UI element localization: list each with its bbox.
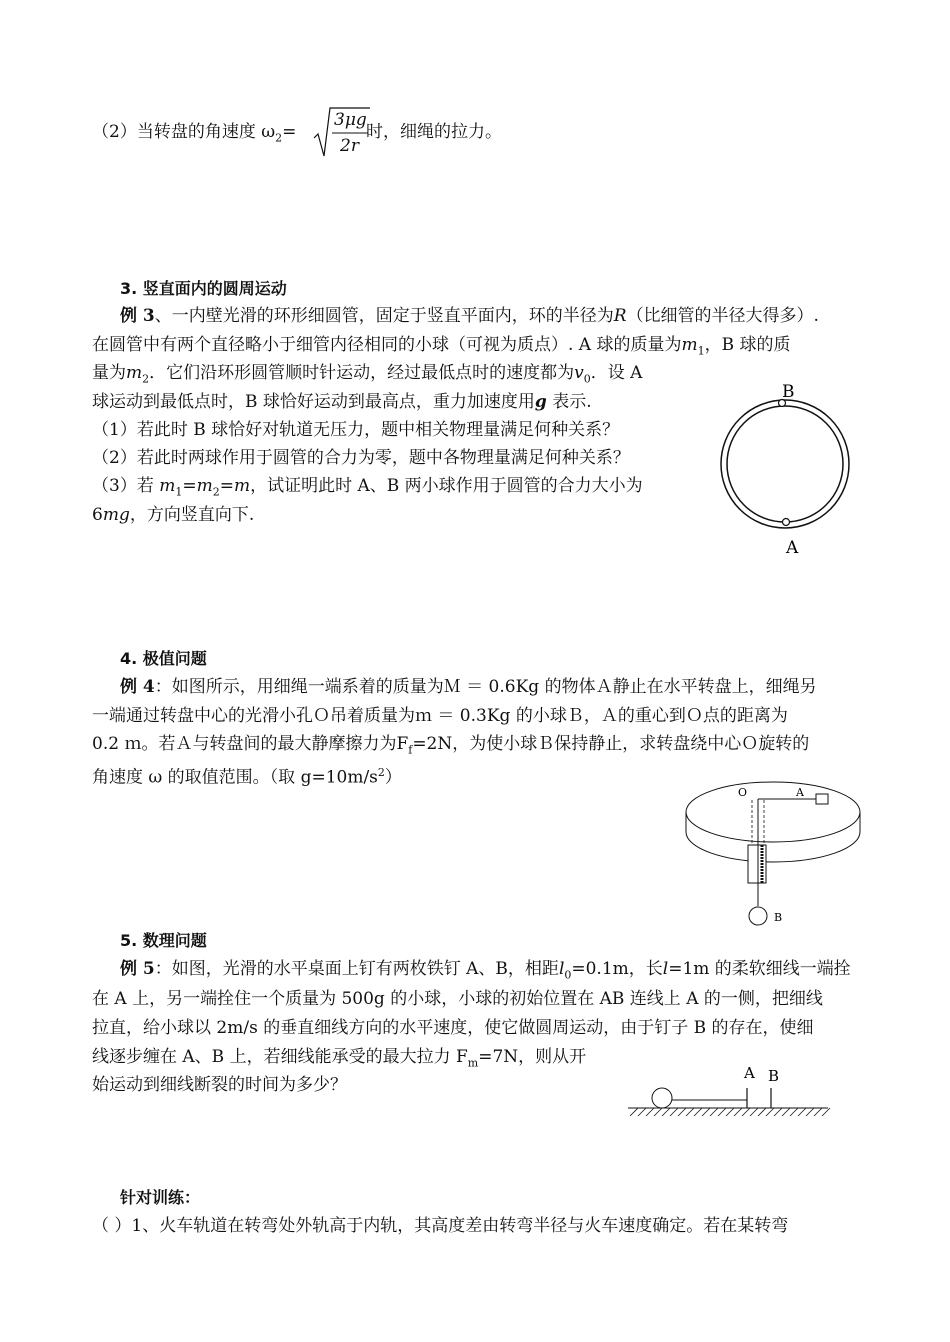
q2-suffix: 时，细绳的拉力。 — [366, 122, 502, 142]
s3-line1 — [120, 305, 819, 327]
s5-line4b: =7N，则从开 — [478, 1047, 587, 1067]
label-b: B — [768, 1067, 780, 1085]
section-4-heading: 4. 极值问题 — [120, 649, 207, 668]
var-q3-m1: m — [159, 476, 176, 496]
question-2-line — [92, 121, 296, 149]
var-g: g — [534, 392, 547, 412]
omega2-formula — [312, 104, 372, 160]
s3-line3 — [92, 362, 642, 390]
label-b: B — [782, 382, 795, 402]
s3-line2a: 在圆管中有两个直径略小于细管内径相同的小球（可视为质点）. A 球的质量为 — [92, 335, 682, 355]
s3-line1-text: 、一内壁光滑的环形细圆管，固定于竖直平面内，环的半径为 — [154, 306, 614, 326]
q3-eq1: = — [182, 476, 197, 496]
var-f-sub: f — [408, 743, 413, 757]
ball-icon — [652, 1088, 672, 1108]
outer-ring — [721, 400, 849, 528]
var-v0-sub: 0 — [583, 372, 591, 386]
s3-question-3-cont — [92, 504, 254, 526]
s5-line1a: ：如图，光滑的水平桌面上钉有两枚铁钉 A、B，相距 — [154, 959, 559, 979]
s3-q3c: 6 — [92, 505, 103, 525]
var-l0: l — [558, 959, 565, 979]
label-o: O — [738, 786, 748, 799]
disk-top — [686, 782, 860, 842]
example-3-label: 例 3 — [120, 306, 155, 326]
q2-eq: = — [282, 122, 297, 142]
var-m2: m — [126, 363, 143, 383]
s3-question-2: （2）若此时两球作用于圆管的合力为零，题中各物理量满足何种关系？ — [92, 448, 630, 468]
var-l0-sub: 0 — [564, 968, 572, 982]
var-m1: m — [681, 335, 698, 355]
training-heading: 针对训练： — [120, 1188, 201, 1207]
s5-line4 — [92, 1046, 586, 1074]
s3-line4b: 表示. — [546, 392, 592, 412]
s5-line1c: =1m 的柔软细线一端拴 — [668, 959, 851, 979]
q2-sub: 2 — [275, 131, 283, 145]
s5-line5: 始运动到细线断裂的时间为多少？ — [92, 1075, 347, 1095]
training-item-1: （ ）1、火车轨道在转弯处外轨高于内轨，其高度差由转弯半径与火车速度确定。若在某转弯 — [92, 1216, 789, 1236]
s4-line4b: ） — [384, 767, 402, 788]
var-m1-sub: 1 — [697, 344, 705, 358]
var-v0: v — [574, 363, 584, 383]
s3-line1b-text: （比细管的半径大得多）. — [626, 306, 819, 326]
ring-figure — [712, 376, 862, 561]
s4-line3b: =2N，为使小球Ｂ保持静止，求转盘绕中心Ｏ旋转的 — [412, 734, 810, 754]
inner-ring — [727, 406, 843, 522]
s3-line2 — [92, 334, 791, 362]
var-m2-sub: 2 — [142, 372, 150, 386]
s4-line3a: 0.2 ｍ。若Ａ与转盘间的最大静摩擦力为F — [92, 734, 409, 754]
section-5-heading: 5. 数理问题 — [120, 931, 207, 950]
formula-denominator: 2r — [340, 136, 359, 156]
s4-line1 — [120, 676, 817, 698]
var-q3-m: m — [233, 476, 251, 496]
s3-line3a: 量为 — [92, 363, 126, 383]
var-sup-2: 2 — [377, 766, 385, 779]
var-q3-m1-sub: 1 — [175, 485, 183, 499]
s3-line3b: ．它们沿环形圆管顺时针运动，经过最低点时的速度都为 — [149, 363, 575, 383]
s3-q3a: （3）若 — [92, 476, 160, 496]
s3-line2b: ，B 球的质 — [704, 335, 791, 355]
var-q3-m2-sub: 2 — [212, 485, 220, 499]
s3-question-3 — [92, 475, 643, 503]
s3-line3c: ．设 A — [590, 363, 643, 383]
var-q3-m2: m — [196, 476, 213, 496]
var-fm-sub: m — [467, 1056, 479, 1070]
label-a: A — [796, 786, 804, 799]
section-3-heading: 3. 竖直面内的圆周运动 — [120, 279, 287, 298]
s4-line1-text: ：如图所示，用细绳一端系着的质量为Ｍ ＝ 0.6Kg 的物体Ａ静止在水平转盘上，细绳另 — [154, 677, 817, 697]
ball-b-icon — [749, 907, 767, 925]
s4-line2: 一端通过转盘中心的光滑小孔Ｏ吊着质量为ｍ ＝ 0.3Kg 的小球Ｂ，Ａ的重心到Ｏ点的距离为 — [92, 706, 788, 726]
s4-line4 — [92, 762, 402, 789]
var-R: R — [613, 306, 627, 326]
nails-figure — [626, 1060, 832, 1122]
block-a — [816, 794, 828, 804]
s5-line1 — [120, 958, 851, 986]
s5-line2: 在 A 上，另一端拴住一个质量为 500g 的小球，小球的初始位置在 AB 连线上 A 的一侧，把细线 — [92, 989, 823, 1009]
label-a: A — [744, 1064, 755, 1082]
s3-line4a: 球运动到最低点时，B 球恰好运动到最高点，重力加速度用 — [92, 392, 535, 412]
s5-line3: 拉直，给小球以 2m/s 的垂直细线方向的水平速度，使它做圆周运动，由于钉子 B 的存在，使细 — [92, 1018, 814, 1038]
var-l: l — [662, 959, 669, 979]
s4-line3 — [92, 733, 809, 761]
example-4-label: 例 4 — [120, 677, 155, 697]
formula-numerator: 3μg — [334, 110, 367, 130]
ball-a-icon — [783, 519, 790, 526]
example-5-label: 例 5 — [120, 959, 155, 979]
s3-question-1: （1）若此时 B 球恰好对轨道无压力，题中相关物理量满足何种关系？ — [92, 420, 620, 440]
s5-line4a: 线逐步缠在 A、B 上，若细线能承受的最大拉力 F — [92, 1047, 468, 1067]
table-hatch — [630, 1108, 830, 1116]
turntable-figure — [684, 770, 864, 930]
s3-line4 — [92, 391, 592, 413]
s3-q3b: ，试证明此时 A、B 两小球作用于圆管的合力大小为 — [250, 476, 643, 496]
label-b: B — [774, 911, 783, 924]
q2-prefix: （2）当转盘的角速度 ω — [92, 122, 276, 142]
s5-line1b: =0.1m，长 — [571, 959, 663, 979]
s3-q3d: ，方向竖直向下. — [129, 505, 255, 525]
label-a: A — [786, 538, 799, 558]
s4-line4a: 角速度 ω 的取值范围。（取 g=10m/s — [92, 767, 378, 788]
q3-eq2: = — [219, 476, 234, 496]
var-mg: mg — [102, 505, 130, 525]
